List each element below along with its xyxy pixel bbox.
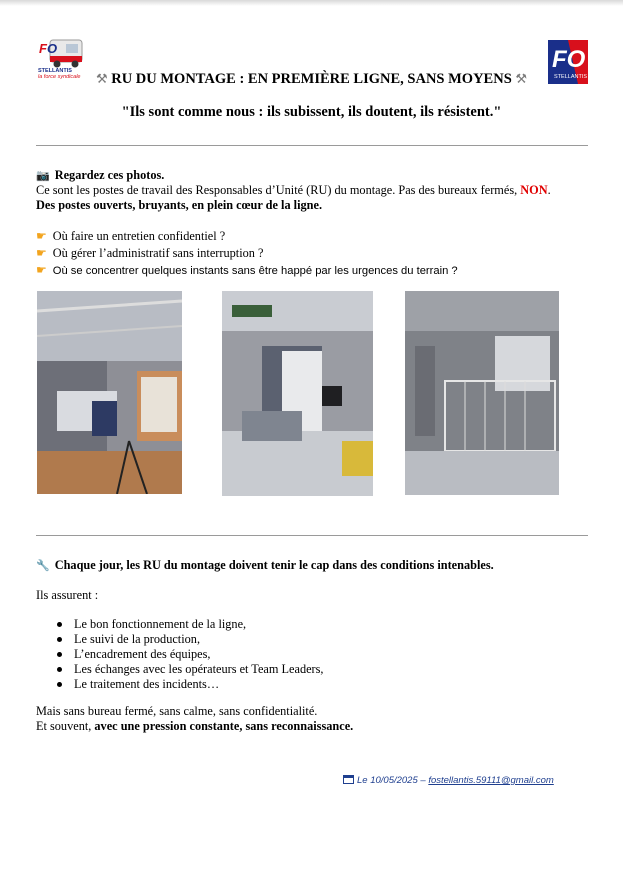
intro-line1-end: . — [547, 183, 551, 197]
workstation-photo-3 — [405, 291, 559, 495]
closing-line2 — [36, 719, 353, 734]
svg-text:STELLANTIS: STELLANTIS — [554, 74, 588, 80]
tools-icon: ⚒ — [515, 72, 528, 87]
divider — [36, 535, 588, 536]
quote: "Ils sont comme nous : ils subissent, ils doutent, ils résistent." — [121, 104, 502, 120]
page-top-shadow — [0, 0, 623, 6]
intro-heading — [36, 168, 164, 183]
workstation-photo-2 — [222, 291, 373, 496]
duties-list — [36, 617, 324, 692]
list-item: Le bon fonctionnement de la ligne, — [36, 617, 324, 632]
section2-lead: Ils assurent : — [36, 588, 99, 602]
camera-icon: 📷 — [36, 169, 50, 182]
svg-text:F: F — [39, 41, 47, 56]
section2-heading-text: Chaque jour, les RU du montage doivent tenir le cap dans des conditions intenables. — [54, 558, 494, 572]
question-item — [36, 246, 263, 261]
footer-date: Le 10/05/2025 – — [357, 775, 429, 786]
question-text: Où faire un entretien confidentiel ? — [52, 229, 226, 243]
title-text: RU DU MONTAGE : EN PREMIÈRE LIGNE, SANS MOYENS — [111, 71, 512, 87]
pointing-hand-icon: ☛ — [36, 246, 47, 260]
page-title — [0, 71, 623, 88]
pointing-hand-icon: ☛ — [36, 229, 47, 243]
question-item — [36, 263, 458, 279]
closing-line2-start: Et souvent, — [36, 719, 95, 733]
wrench-icon: 🔧 — [36, 559, 50, 572]
divider — [36, 145, 588, 146]
intro-line1 — [36, 183, 551, 198]
footer-email-link[interactable]: fostellantis.59111@gmail.com — [428, 775, 554, 786]
calendar-icon — [343, 775, 354, 784]
intro-heading-text: Regardez ces photos. — [54, 168, 165, 182]
intro-emphasis: NON — [520, 183, 548, 197]
closing-line1: Mais sans bureau fermé, sans calme, sans confidentialité. — [36, 704, 318, 718]
section2-heading — [36, 558, 494, 573]
closing-line2-bold: avec une pression constante, sans reconnaissance. — [94, 719, 354, 733]
intro-line1-text: Ce sont les postes de travail des Responsables d’Unité (RU) du montage. Pas des bureaux fermés, — [36, 183, 518, 197]
question-item — [36, 229, 225, 244]
intro-line2: Des postes ouverts, bruyants, en plein cœur de la ligne. — [36, 198, 323, 212]
footer — [343, 775, 554, 786]
svg-text:FO: FO — [552, 46, 586, 73]
list-item: L’encadrement des équipes, — [36, 647, 324, 662]
workstation-photo-1 — [37, 291, 182, 494]
list-item: Le traitement des incidents… — [36, 677, 324, 692]
list-item: Le suivi de la production, — [36, 632, 324, 647]
svg-text:O: O — [47, 41, 58, 56]
list-item: Les échanges avec les opérateurs et Team Leaders, — [36, 662, 324, 677]
question-text: Où gérer l’administratif sans interruption ? — [52, 246, 264, 260]
question-text: Où se concentrer quelques instants sans être happé par les urgences du terrain ? — [52, 265, 458, 277]
left-logo-caption-1: STELLANTIS — [38, 68, 72, 74]
pointing-hand-icon: ☛ — [36, 263, 47, 277]
left-logo-caption-2: la force syndicale — [38, 74, 81, 80]
tools-icon: ⚒ — [95, 72, 108, 87]
